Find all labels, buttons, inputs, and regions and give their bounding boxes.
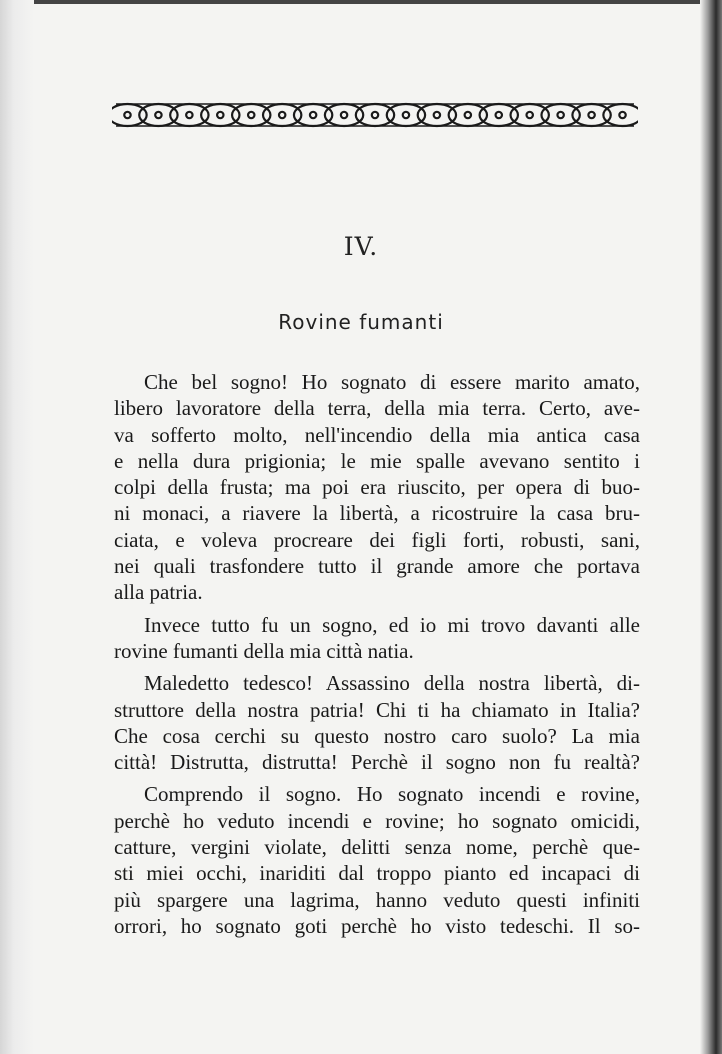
text-line: va sofferto molto, nell'incendio della mia antica casa	[114, 422, 640, 447]
paragraph	[114, 781, 640, 939]
paragraph	[114, 369, 640, 606]
text-line: nei quali trasfondere tutto il grande amore che portava	[114, 554, 640, 579]
chapter-body	[114, 369, 640, 939]
page-left-edge	[0, 0, 34, 1054]
text-line: rovine fumanti della mia città natia.	[114, 638, 414, 663]
text-line: sti miei occhi, inariditi dal troppo pianto ed incapaci di	[114, 861, 640, 886]
text-line: Comprendo il sogno. Ho sognato incendi e rovine,	[144, 782, 640, 807]
chapter-number: IV.	[343, 232, 379, 261]
text-line: Che bel sogno! Ho sognato di essere marito amato,	[144, 370, 640, 394]
text-line: Che cosa cerchi su questo nostro caro suolo? La mia	[114, 723, 640, 748]
page-binding-edge	[700, 0, 722, 1054]
text-line: orrori, ho sognato goti perchè ho visto tedeschi. Il so-	[114, 913, 640, 938]
paragraph	[114, 612, 640, 665]
text-line: Invece tutto fu un sogno, ed io mi trovo davanti alle	[144, 612, 640, 637]
text-line: ciata, e voleva procreare dei figli forti, robusti, sani,	[114, 527, 640, 552]
text-line: alla patria.	[114, 580, 203, 605]
text-line: libero lavoratore della terra, della mia terra. Certo, ave-	[114, 396, 640, 421]
text-line: perchè ho veduto incendi e rovine; ho sognato omicidi,	[114, 808, 640, 833]
text-line: Maledetto tedesco! Assassino della nostra libertà, di-	[144, 671, 640, 696]
text-line: e nella dura prigionia; le mie spalle avevano sentito i	[114, 448, 640, 473]
text-line: più spargere una lagrima, hanno veduto questi infiniti	[114, 887, 640, 912]
text-line: ni monaci, a riavere la libertà, a ricostruire la casa bru-	[114, 501, 640, 526]
text-line: struttore della nostra patria! Chi ti ha chiamato in Italia?	[114, 697, 640, 722]
text-line: catture, vergini violate, delitti senza nome, perchè que-	[114, 835, 640, 860]
ornamental-border-icon	[112, 100, 638, 130]
page-top-edge	[0, 0, 722, 4]
text-line: colpi della frusta; ma poi era riuscito, per opera di buo-	[114, 475, 640, 500]
paragraph	[114, 670, 640, 775]
chapter-title: Rovine fumanti	[278, 310, 444, 334]
text-line: città! Distrutta, distrutta! Perchè il sogno non fu realtà?	[114, 750, 640, 775]
